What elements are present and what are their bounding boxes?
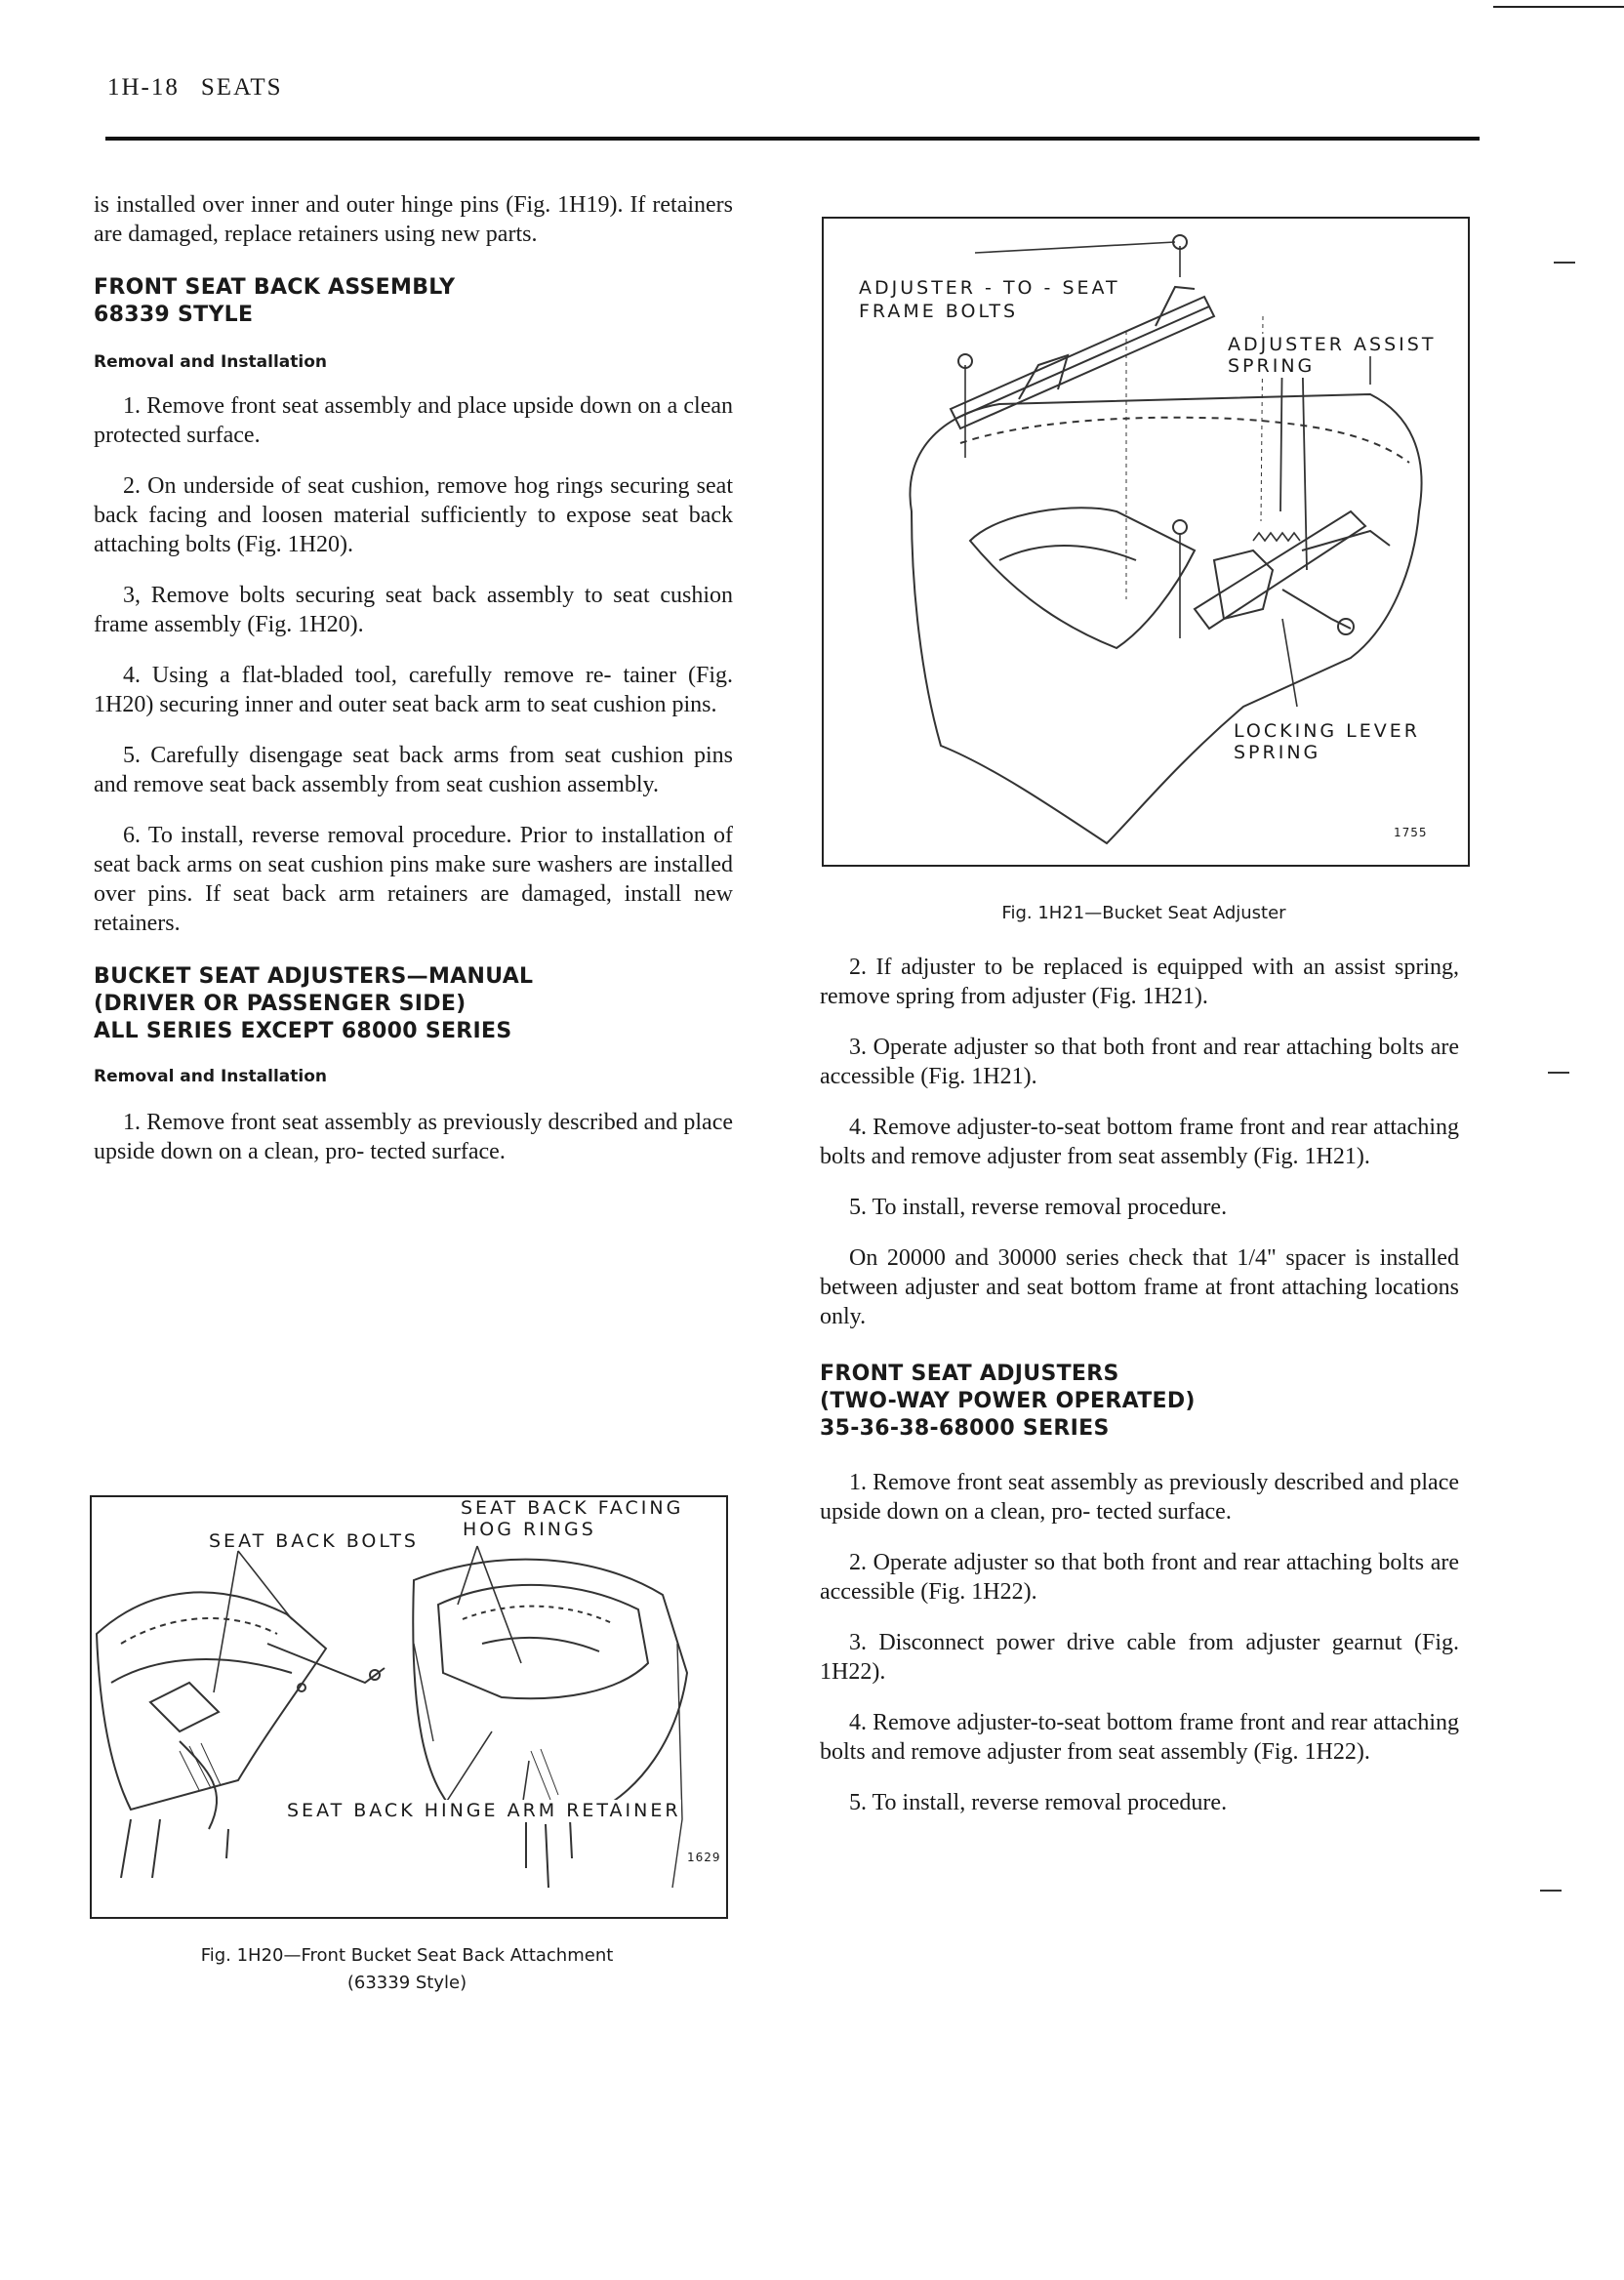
- section-heading-two-way-power: [820, 1361, 1459, 1443]
- label-seat-back-bolts: SEAT BACK BOLTS: [209, 1530, 419, 1552]
- figure-1h20: [90, 1495, 728, 1919]
- step-paragraph: 3. Disconnect power drive cable from adjuster gearnut (Fig. 1H22).: [820, 1630, 1459, 1685]
- label-locking-line1: LOCKING LEVER: [1234, 720, 1420, 742]
- caption-line: Fig. 1H20—Front Bucket Seat Back Attachment: [200, 1945, 614, 1966]
- left-column: [94, 190, 733, 1166]
- margin-mark: [1548, 1072, 1569, 1074]
- step-paragraph: 2. On underside of seat cushion, remove hog rings securing seat back facing and loosen material sufficiently to expose seat back attaching bolts (Fig. 1H20).: [94, 473, 733, 557]
- label-seat-back-facing: SEAT BACK FACING: [461, 1497, 684, 1519]
- heading-line: (DRIVER OR PASSENGER SIDE): [94, 992, 467, 1016]
- figure-number: 1755: [1394, 826, 1428, 839]
- page-number: 1H-18: [107, 74, 180, 101]
- step-paragraph: 3, Remove bolts securing seat back assembly to seat cushion frame assembly (Fig. 1H20).: [94, 583, 733, 637]
- margin-mark: [1554, 262, 1575, 264]
- subheading-removal: Removal and Installation: [94, 1067, 327, 1086]
- label-adjuster-line2: FRAME BOLTS: [859, 301, 1019, 322]
- step-paragraph: 5. To install, reverse removal procedure.: [849, 1195, 1228, 1220]
- heading-line: FRONT SEAT ADJUSTERS: [820, 1362, 1119, 1386]
- heading-line: 68339 STYLE: [94, 303, 254, 327]
- step-paragraph: 2. If adjuster to be replaced is equipped with an assist spring, remove spring from adjuster (Fig. 1H21).: [820, 955, 1459, 1009]
- label-assist-line1: ADJUSTER ASSIST: [1228, 334, 1437, 355]
- heading-line: 35-36-38-68000 SERIES: [820, 1416, 1110, 1441]
- label-assist-line2: SPRING: [1228, 355, 1316, 377]
- label-adjuster-line1: ADJUSTER - TO - SEAT: [859, 277, 1120, 299]
- subheading-removal: Removal and Installation: [94, 352, 327, 372]
- figure-number: 1629: [687, 1851, 721, 1864]
- step-paragraph: 6. To install, reverse removal procedure. Prior to installation of seat back arms on seat cushion pins make sure washers are installed over pins. If seat back arm retainers are damaged, install new retainers.: [94, 823, 733, 936]
- label-locking-line2: SPRING: [1234, 742, 1321, 763]
- section-heading-bucket-adjusters: [94, 963, 733, 1045]
- seat-back-attachment-illustration: [92, 1497, 726, 1917]
- corner-rule: [1493, 6, 1624, 8]
- label-seat-back-hinge-arm-retainer: SEAT BACK HINGE ARM RETAINER: [287, 1800, 681, 1821]
- heading-line: ALL SERIES EXCEPT 68000 SERIES: [94, 1019, 512, 1043]
- step-paragraph: 4. Remove adjuster-to-seat bottom frame front and rear attaching bolts and remove adjuster from seat assembly (Fig. 1H22).: [820, 1710, 1459, 1765]
- page-header: [107, 74, 283, 102]
- section-heading-front-seat-back: [94, 274, 733, 329]
- section-title: SEATS: [200, 74, 283, 101]
- step-paragraph: 1. Remove front seat assembly and place upside down on a clean protected surface.: [94, 393, 733, 448]
- margin-mark: [1540, 1890, 1562, 1892]
- step-paragraph: 1. Remove front seat assembly as previously described and place upside down on a clean, pro- tected surface.: [94, 1110, 733, 1164]
- caption-line: (63339 Style): [346, 1973, 467, 1993]
- header-rule: [105, 137, 1480, 141]
- step-paragraph: 1. Remove front seat assembly as previously described and place upside down on a clean, pro- tected surface.: [820, 1470, 1459, 1525]
- figure-1h21: [822, 217, 1470, 867]
- heading-line: FRONT SEAT BACK ASSEMBLY: [94, 275, 456, 300]
- intro-paragraph: is installed over inner and outer hinge pins (Fig. 1H19). If retainers are damaged, replace retainers using new parts.: [94, 192, 733, 247]
- step-paragraph: 4. Using a flat-bladed tool, carefully remove re- tainer (Fig. 1H20) securing inner and outer seat back arm to seat cushion pins.: [94, 663, 733, 717]
- step-paragraph: 4. Remove adjuster-to-seat bottom frame front and rear attaching bolts and remove adjuster from seat assembly (Fig. 1H21).: [820, 1115, 1459, 1169]
- right-column: [820, 953, 1459, 1817]
- label-hog-rings: HOG RINGS: [463, 1519, 596, 1540]
- step-paragraph: 2. Operate adjuster so that both front and rear attaching bolts are accessible (Fig. 1H22).: [820, 1550, 1459, 1605]
- caption-1h20: [90, 1942, 724, 1997]
- heading-line: BUCKET SEAT ADJUSTERS—MANUAL: [94, 964, 534, 989]
- step-paragraph: 5. To install, reverse removal procedure.: [849, 1790, 1228, 1815]
- step-paragraph: 3. Operate adjuster so that both front and rear attaching bolts are accessible (Fig. 1H21).: [820, 1035, 1459, 1089]
- heading-line: (TWO-WAY POWER OPERATED): [820, 1389, 1196, 1413]
- step-paragraph: 5. Carefully disengage seat back arms from seat cushion pins and remove seat back assembly from seat cushion assembly.: [94, 743, 733, 797]
- caption-1h21: Fig. 1H21—Bucket Seat Adjuster: [1001, 903, 1286, 923]
- note-paragraph: On 20000 and 30000 series check that 1/4" spacer is installed between adjuster and seat bottom frame at front attaching locations only.: [820, 1245, 1459, 1329]
